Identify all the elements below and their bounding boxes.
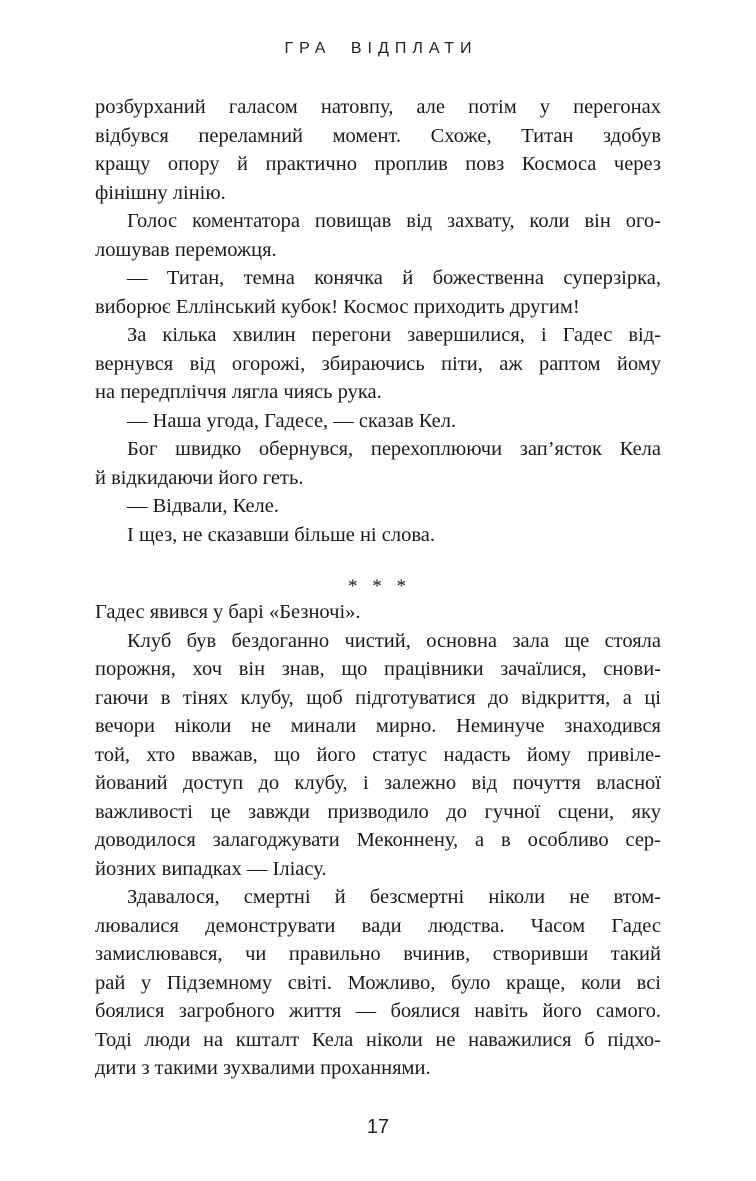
text-line: на передпліччя лягла чиясь рука. <box>95 381 382 403</box>
paragraph <box>95 321 661 407</box>
paragraph <box>95 264 661 321</box>
running-header: ГРА ВІДПЛАТИ <box>284 40 478 57</box>
text-line: йозних випадках — Іліасу. <box>95 857 327 880</box>
text-line: вечори ніколи не минали мирно. Неминуче знаходився <box>95 715 661 737</box>
text-line: вернувся від огорожі, збираючись піти, аж раптом йому <box>95 352 661 375</box>
paragraph <box>95 93 661 207</box>
text-line: гаючи в тінях клубу, щоб підготуватися до відкриття, а ці <box>95 686 661 709</box>
text-line: розбурханий галасом натовпу, але потім у перегонах <box>95 96 661 118</box>
text-line: Бог швидко обернувся, перехоплюючи зап’ясток Кела <box>127 438 661 460</box>
text-line: — Відвали, Келе. <box>127 495 280 517</box>
page-number: 17 <box>366 1116 390 1138</box>
text-line: Тоді люди на кшталт Кела ніколи не наважилися б підхо- <box>95 1028 661 1051</box>
text-line: лювалися демонструвати вади людства. Часом Гадес <box>95 914 661 937</box>
text-line: той, хто вважав, що його статус надасть йому привіле- <box>95 743 661 766</box>
scene-break-separator: * * * <box>348 576 408 597</box>
text-line: кращу опору й практично проплив повз Космоса через <box>95 153 661 175</box>
text-line: Здавалося, смертні й безсмертні ніколи не втом- <box>127 886 661 908</box>
text-line: йований доступ до клубу, і залежно від почуття власної <box>95 772 661 794</box>
paragraph <box>95 521 661 550</box>
paragraph <box>95 492 661 521</box>
text-line: боялися загробного життя — боялися навіть його самого. <box>95 1000 661 1022</box>
text-line: лошував переможця. <box>95 238 277 261</box>
text-line: Клуб був бездоганно чистий, основна зала ще стояла <box>127 629 661 652</box>
paragraph <box>95 598 661 627</box>
text-line: І щез, не сказавши більше ні слова. <box>127 523 435 546</box>
text-line: дити з такими зухвалими проханнями. <box>95 1057 431 1079</box>
paragraph <box>95 207 661 264</box>
text-line: — Наша угода, Гадесе, — сказав Кел. <box>127 409 457 432</box>
paragraph <box>95 627 661 884</box>
text-line: доводилося залагоджувати Меконнену, а в особливо сер- <box>95 829 661 851</box>
text-flow <box>95 93 661 1083</box>
text-line: виборює Еллінський кубок! Космос приходить другим! <box>95 295 580 318</box>
paragraph <box>95 407 661 436</box>
paragraph <box>95 435 661 492</box>
text-line: важливості це завжди призводило до гучної сцени, яку <box>95 800 661 823</box>
text-line: рай у Підземному світі. Можливо, було краще, коли всі <box>95 971 661 994</box>
text-line: порожня, хоч він знав, що працівники зачаїлися, снови- <box>95 658 661 680</box>
paragraph <box>95 883 661 1083</box>
text-line: За кілька хвилин перегони завершилися, і Гадес від- <box>127 324 661 346</box>
text-line: й відкидаючи його геть. <box>95 466 304 489</box>
text-line: відбувся переламний момент. Схоже, Титан здобув <box>95 124 661 147</box>
text-line: фінішну лінію. <box>95 181 226 204</box>
text-line: — Титан, темна конячка й божественна суперзірка, <box>127 267 661 289</box>
text-line: Голос коментатора повищав від захвату, коли він ого- <box>127 210 661 232</box>
text-line: Гадес явився у барі «Безночі». <box>95 601 361 623</box>
text-line: замислювався, чи правильно вчинив, створивши такий <box>95 943 661 965</box>
